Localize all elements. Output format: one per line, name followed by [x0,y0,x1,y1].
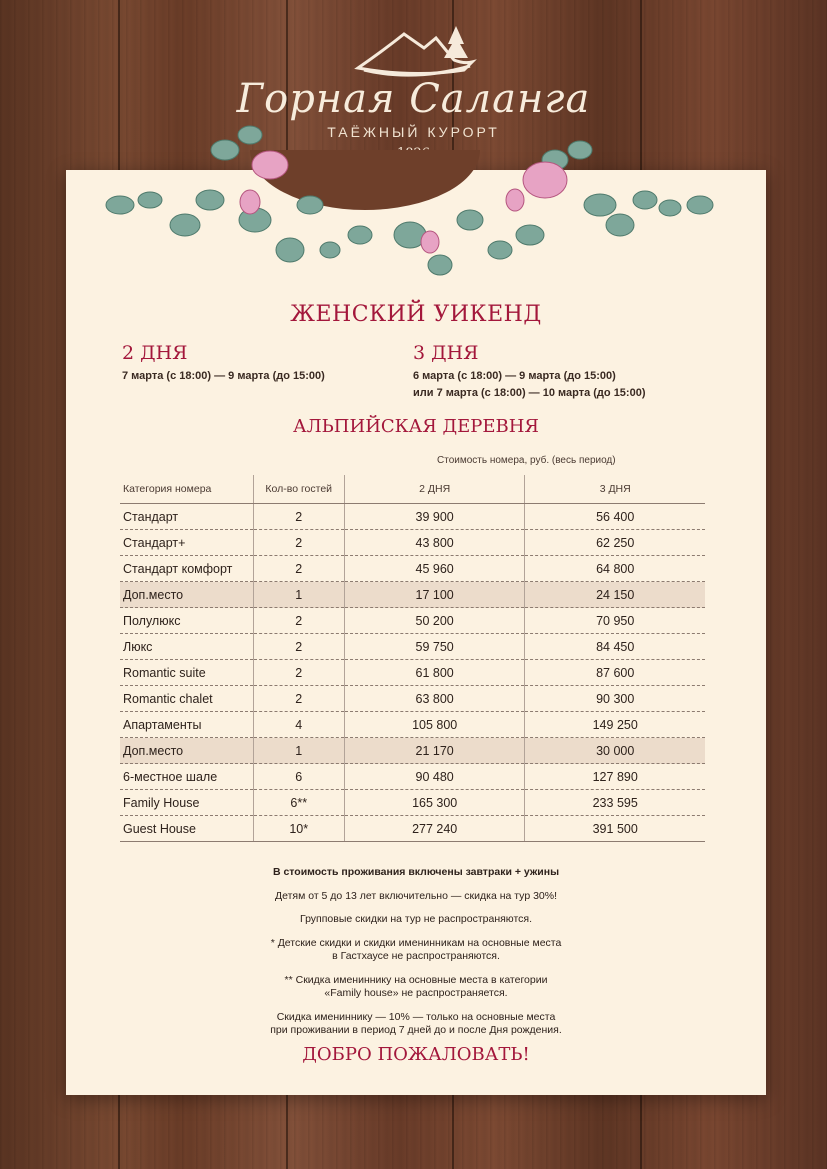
price-2-days-cell: 165 300 [344,790,525,816]
price-2-days-cell: 105 800 [344,712,525,738]
guest-count-cell: 4 [253,712,344,738]
guest-count-cell: 2 [253,530,344,556]
column-header-3-days: 3 ДНЯ [525,475,705,504]
table-row [120,530,705,556]
price-3-days-cell: 84 450 [525,634,705,660]
room-category-cell: Family House [120,790,253,816]
price-3-days-cell: 70 950 [525,608,705,634]
table-header-row [120,475,705,504]
price-3-days-cell: 391 500 [525,816,705,842]
table-row [120,738,705,764]
column-header-guests: Кол-во гостей [253,475,344,504]
price-2-days-cell: 45 960 [344,556,525,582]
plan-3-days [413,342,646,402]
note-line: Групповые скидки на тур не распространяются. [299,913,532,925]
plan-dates [413,368,646,402]
plan-dates: 7 марта (с 18:00) — 9 марта (до 15:00) [122,370,325,382]
table-row [120,712,705,738]
price-3-days-cell: 56 400 [525,504,705,530]
mountain-hat-icon [344,20,484,82]
price-3-days-cell: 233 595 [525,790,705,816]
brand-name: Горная Саланга [236,76,591,122]
room-category-cell: Romantic chalet [120,686,253,712]
note-line: Скидка имениннику — 10% — только на основные места при проживании в период 7 дней до и после Дня рождения. [270,1010,562,1036]
price-2-days-cell: 63 800 [344,686,525,712]
section-title: АЛЬПИЙСКАЯ ДЕРЕВНЯ [293,416,539,437]
room-category-cell: Guest House [120,816,253,842]
room-category-cell: Люкс [120,634,253,660]
room-category-cell: 6-местное шале [120,764,253,790]
price-3-days-cell: 87 600 [525,660,705,686]
price-2-days-cell: 59 750 [344,634,525,660]
price-2-days-cell: 17 100 [344,582,525,608]
guest-count-cell: 1 [253,582,344,608]
note-line: Детям от 5 до 13 лет включительно — скидка на тур 30%! [274,889,558,902]
note-line: ** Скидка имениннику на основные места в категории «Family house» не распространяется. [284,973,548,999]
price-2-days-cell: 39 900 [344,504,525,530]
price-3-days-cell: 62 250 [525,530,705,556]
price-2-days-cell: 50 200 [344,608,525,634]
note-line: В стоимость проживания включены завтраки + ужины [272,866,560,878]
guest-count-cell: 2 [253,686,344,712]
table-row [120,556,705,582]
plan-heading: 2 ДНЯ [122,342,188,364]
welcome-text: ДОБРО ПОЖАЛОВАТЬ! [302,1044,530,1065]
page-title: ЖЕНСКИЙ УИКЕНД [290,302,542,327]
plan-date-line: или 7 марта (с 18:00) — 10 марта (до 15:00) [413,387,646,399]
price-note: Стоимость номера, руб. (весь период) [437,455,616,466]
notes-block [66,866,766,1048]
plan-heading: 3 ДНЯ [413,342,479,364]
price-2-days-cell: 61 800 [344,660,525,686]
room-category-cell: Апартаменты [120,712,253,738]
price-3-days-cell: 30 000 [525,738,705,764]
room-category-cell: Доп.место [120,738,253,764]
price-3-days-cell: 149 250 [525,712,705,738]
table-row [120,686,705,712]
table-row [120,764,705,790]
price-3-days-cell: 64 800 [525,556,705,582]
room-category-cell: Стандарт [120,504,253,530]
price-2-days-cell: 277 240 [344,816,525,842]
price-2-days-cell: 90 480 [344,764,525,790]
price-3-days-cell: 127 890 [525,764,705,790]
table-row [120,608,705,634]
table-row [120,660,705,686]
table-row [120,582,705,608]
guest-count-cell: 6** [253,790,344,816]
price-3-days-cell: 24 150 [525,582,705,608]
price-2-days-cell: 21 170 [344,738,525,764]
room-category-cell: Доп.место [120,582,253,608]
room-category-cell: Полулюкс [120,608,253,634]
guest-count-cell: 10* [253,816,344,842]
price-3-days-cell: 90 300 [525,686,705,712]
note-line: * Детские скидки и скидки именинникам на основные места в Гастхаусе не распространяются. [270,936,562,962]
table-row [120,634,705,660]
price-2-days-cell: 43 800 [344,530,525,556]
plan-date-line: 6 марта (с 18:00) — 9 марта (до 15:00) [413,370,616,382]
guest-count-cell: 2 [253,608,344,634]
guest-count-cell: 2 [253,660,344,686]
column-header-2-days: 2 ДНЯ [344,475,525,504]
guest-count-cell: 6 [253,764,344,790]
column-header-category: Категория номера [120,475,253,504]
guest-count-cell: 1 [253,738,344,764]
price-table [120,475,705,842]
brand-tagline: ТАЁЖНЫЙ КУРОРТ [327,124,500,140]
guest-count-cell: 2 [253,556,344,582]
room-category-cell: Стандарт+ [120,530,253,556]
room-category-cell: Romantic suite [120,660,253,686]
table-row [120,504,705,530]
plan-2-days [122,342,325,385]
eucalyptus-decoration [100,110,730,280]
guest-count-cell: 2 [253,634,344,660]
table-row [120,790,705,816]
guest-count-cell: 2 [253,504,344,530]
room-category-cell: Стандарт комфорт [120,556,253,582]
table-row [120,816,705,842]
